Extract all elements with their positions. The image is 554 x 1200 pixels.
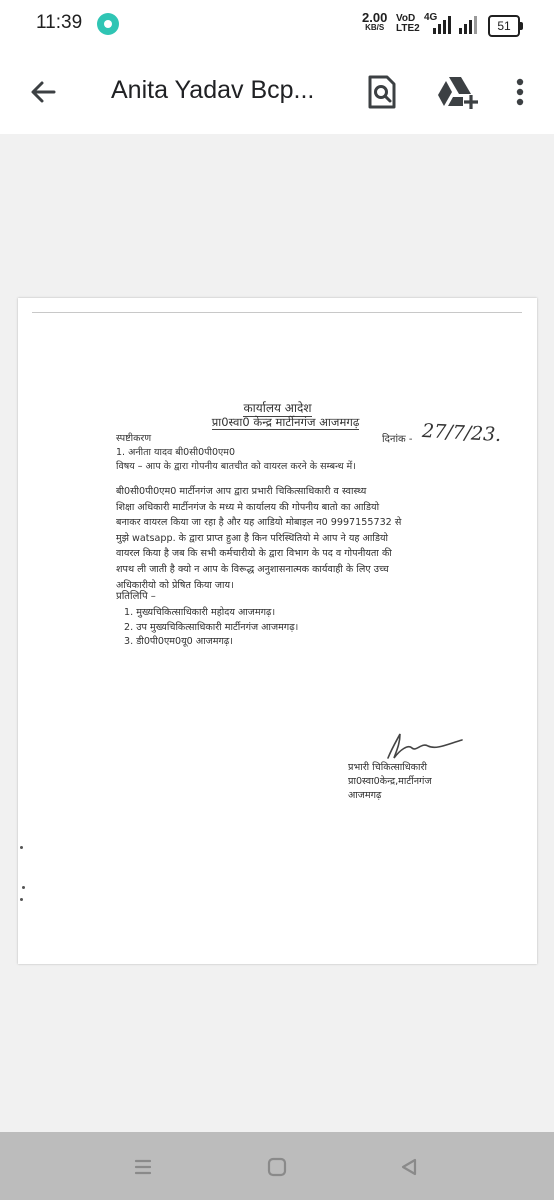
recent-apps-icon[interactable]	[133, 1157, 153, 1177]
status-time: 11:39	[36, 12, 83, 33]
more-vert-icon[interactable]	[508, 74, 532, 110]
addressee-line: 1. अनीता यादव बी0सी0पी0एम0	[116, 447, 236, 458]
document-heading: कार्यालय आदेश	[243, 401, 312, 415]
signature	[378, 730, 464, 762]
body-line: मुझे watsapp. के द्वारा प्राप्त हुआ है किन परिस्थितियो मे आप ने यह आडियो	[116, 532, 389, 544]
network-type: 4G	[424, 12, 438, 23]
signal-sim1-icon	[433, 16, 451, 34]
document-title: Anita Yadav Bcp...	[111, 76, 315, 104]
scan-border-line	[32, 312, 522, 313]
signatory-line: आजमगढ़	[348, 790, 382, 801]
copy-item: 1. मुख्यचिकित्साधिकारी महोदय आजमगढ़।	[124, 607, 276, 618]
body-line: बनाकर वायरल किया जा रहा है और यह आडियो मोबाइल न0 9997155732 से	[116, 517, 402, 529]
battery-icon: 51	[488, 15, 520, 37]
body-line: वायरल किया है जब कि सभी कर्मचारीयो के द्वारा विभाग के पद व गोपनीयता की	[116, 548, 392, 560]
back-arrow-icon[interactable]	[24, 72, 64, 112]
signatory-block	[348, 761, 432, 803]
volte-indicator	[396, 14, 420, 34]
body-line: अधिकारीयो को प्रेषित किया जाय।	[116, 579, 234, 591]
copy-item: 2. उप मुख्यचिकित्साधिकारी मार्टीनगंज आजमगढ़।	[124, 621, 299, 633]
volte-top: VoD	[396, 13, 416, 24]
document-page	[18, 298, 537, 964]
network-speed	[362, 12, 387, 33]
back-triangle-icon[interactable]	[398, 1156, 420, 1178]
copy-list	[124, 606, 298, 650]
app-bar	[0, 50, 554, 134]
explanation-label: स्पष्टीकरण	[116, 433, 152, 444]
volte-bottom: LTE2	[396, 23, 420, 34]
scan-speck	[22, 886, 25, 889]
navigation-bar	[0, 1132, 554, 1200]
notification-app-icon	[97, 13, 119, 35]
signatory-line: प्रभारी चिकित्साधिकारी	[348, 762, 427, 773]
status-bar	[0, 0, 554, 50]
copy-label: प्रतिलिपि –	[116, 591, 156, 602]
document-viewer[interactable]	[0, 134, 554, 1132]
handwritten-date: 27/7/23.	[421, 419, 502, 447]
body-line: शपथ ली जाती है क्यो न आप के विरूद्ध अनुशासनात्मक कार्यवाही के लिए उच्च	[116, 563, 389, 575]
signal-sim2-icon	[459, 16, 477, 34]
network-speed-value: 2.00	[362, 10, 388, 25]
add-to-drive-icon[interactable]	[436, 75, 478, 111]
home-icon[interactable]	[266, 1156, 288, 1178]
search-in-document-icon[interactable]	[366, 74, 398, 110]
body-line: बी0सी0पी0एम0 मार्टीनगंज आप द्वारा प्रभारी चिकित्साधिकारी व स्वास्थ्य	[116, 486, 367, 497]
signatory-line: प्रा0स्वा0केन्द्र,मार्टीनगंज	[348, 776, 432, 787]
scan-speck	[20, 846, 23, 849]
document-subheading: प्रा0स्वा0 केन्द्र मार्टीनगंज आजमगढ़	[211, 415, 360, 429]
copy-item: 3. डी0पी0एम0यू0 आजमगढ़।	[124, 636, 233, 647]
subject-line: विषय – आप के द्वारा गोपनीय बातचीत को वायरल करने के सम्बन्ध में।	[116, 461, 356, 472]
body-paragraph	[116, 484, 466, 593]
scan-speck	[20, 898, 23, 901]
date-label: दिनांक -	[382, 434, 413, 445]
body-line: शिक्षा अधिकारी मार्टीनगंज के मध्य मे कार्यालय की गोपनीय बातो का आडियो	[116, 501, 380, 513]
network-speed-unit: KB/S	[365, 23, 385, 32]
